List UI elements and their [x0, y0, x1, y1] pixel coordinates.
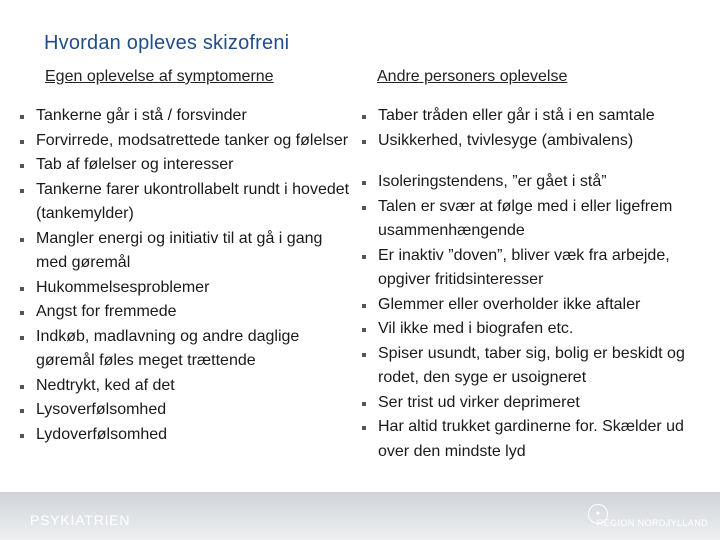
bullet-icon — [20, 287, 24, 291]
bullet-icon — [20, 189, 24, 193]
right-column-heading: Andre personers oplevelse — [377, 68, 568, 85]
bullet-icon — [362, 115, 366, 119]
left-column-heading: Egen oplevelse af symptomerne — [45, 68, 274, 85]
region-nordjylland-logo: REGION NORDJYLLAND — [596, 518, 708, 528]
bullet-icon — [362, 304, 366, 308]
bullet-icon — [362, 328, 366, 332]
list-item: Vil ikke med i biografen etc. — [362, 317, 712, 342]
bullet-icon — [362, 181, 366, 185]
list-item: Har altid trukket gardinerne for. Skælder ud over den mindste lyd — [362, 415, 712, 464]
list-item: Lysoverfølsomhed — [20, 398, 350, 423]
list-item: Forvirrede, modsatrettede tanker og følelser — [20, 129, 350, 154]
list-item: Ser trist ud virker deprimeret — [362, 391, 712, 416]
bullet-icon — [20, 164, 24, 168]
list-item: Er inaktiv ”doven”, bliver væk fra arbejde, opgiver fritidsinteresser — [362, 244, 712, 293]
list-item: Nedtrykt, ked af det — [20, 374, 350, 399]
list-item: Talen er svær at følge med i eller ligefrem usammenhængende — [362, 195, 712, 244]
bullet-icon — [362, 426, 366, 430]
bullet-icon — [362, 402, 366, 406]
bullet-icon — [362, 255, 366, 259]
list-item: Taber tråden eller går i stå i en samtale — [362, 104, 712, 129]
bullet-icon — [20, 140, 24, 144]
list-item: Usikkerhed, tvivlesyge (ambivalens) — [362, 129, 712, 154]
bullet-icon — [20, 409, 24, 413]
list-item: Indkøb, madlavning og andre daglige gøremål føles meget trættende — [20, 325, 350, 374]
region-seal-icon: ✦ — [588, 504, 608, 524]
list-item: Angst for fremmede — [20, 300, 350, 325]
bullet-icon — [362, 353, 366, 357]
bullet-icon — [20, 385, 24, 389]
list-item: Isoleringstendens, ”er gået i stå” — [362, 170, 712, 195]
list-item: Hukommelsesproblemer — [20, 276, 350, 301]
bullet-icon — [20, 311, 24, 315]
list-item: Tankerne går i stå / forsvinder — [20, 104, 350, 129]
list-item: Tab af følelser og interesser — [20, 153, 350, 178]
list-item: Lydoverfølsomhed — [20, 423, 350, 448]
bullet-icon — [362, 140, 366, 144]
bullet-icon — [20, 238, 24, 242]
psykiatrien-logo: PSYKIATRIEN — [30, 512, 131, 528]
footer-bar — [0, 492, 720, 540]
bullet-icon — [362, 206, 366, 210]
bullet-icon — [20, 434, 24, 438]
bullet-icon — [20, 115, 24, 119]
bullet-icon — [20, 336, 24, 340]
right-bullet-list — [362, 104, 712, 464]
left-bullet-list — [20, 104, 350, 447]
list-item: Mangler energi og initiativ til at gå i gang med gøremål — [20, 227, 350, 276]
list-item: Spiser usundt, taber sig, bolig er beskidt og rodet, den syge er usoigneret — [362, 342, 712, 391]
list-item: Glemmer eller overholder ikke aftaler — [362, 293, 712, 318]
page-title: Hvordan opleves skizofreni — [44, 32, 290, 54]
list-item: Tankerne farer ukontrollabelt rundt i hovedet (tankemylder) — [20, 178, 350, 227]
